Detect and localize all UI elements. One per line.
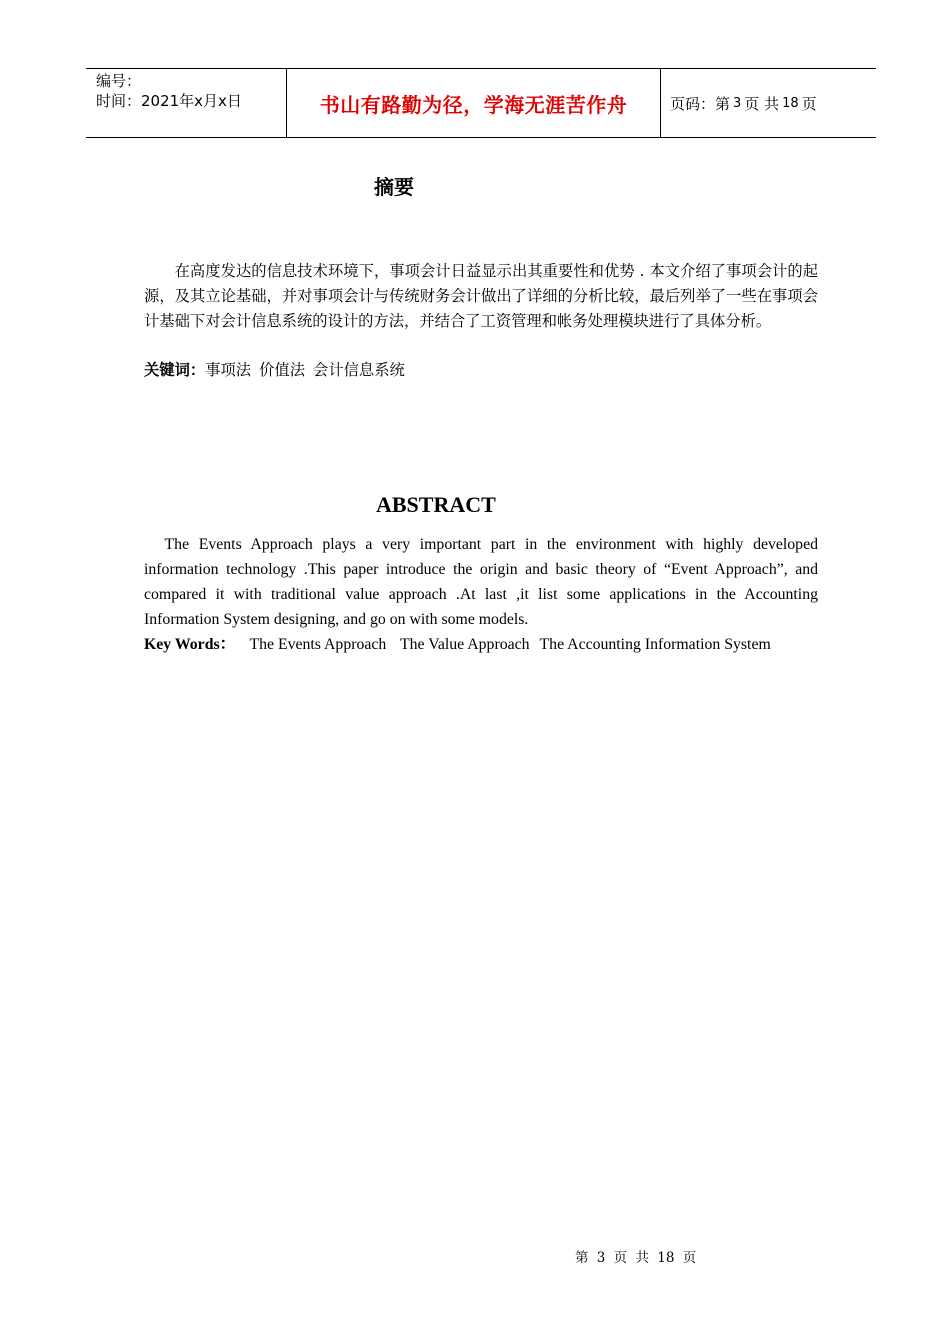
header-meta bbox=[86, 69, 287, 137]
header-motto: 书山有路勤为径，学海无涯苦作舟 bbox=[287, 69, 661, 137]
header-page-info bbox=[661, 69, 876, 137]
cn-keyword: 会计信息系统 bbox=[313, 361, 405, 379]
abstract-en-keywords bbox=[144, 632, 781, 657]
header-page-prefix: 页码：第 bbox=[670, 94, 731, 113]
en-keyword: The Value Approach bbox=[396, 636, 530, 653]
en-keyword: The Events Approach bbox=[249, 636, 387, 653]
header-page-total: 18 bbox=[782, 95, 799, 111]
header-time-label: 时间：2021年x月x日 bbox=[96, 92, 242, 110]
abstract-en-title: ABSTRACT bbox=[376, 492, 496, 517]
cn-keywords-label: 关键词： bbox=[144, 361, 206, 379]
en-keywords-label: Key Words： bbox=[144, 636, 236, 653]
abstract-cn-keywords bbox=[144, 358, 413, 383]
en-keyword: The Accounting Information System bbox=[539, 636, 771, 653]
abstract-cn-title: 摘要 bbox=[374, 175, 414, 199]
header-number-label: 编号： bbox=[96, 72, 142, 90]
header-page-mid: 页 共 bbox=[744, 94, 780, 113]
header-page-suffix: 页 bbox=[801, 94, 817, 113]
cn-keyword: 事项法 bbox=[205, 361, 252, 379]
abstract-en-body: The Events Approach plays a very important part in the environment with highly developed information technology .This paper introduce the origin and basic theory of “Event Approach”, and compared it with traditional value approach .At last ,it list some applications in the Accounting Information System designing, and go on with some models. bbox=[144, 536, 818, 628]
cn-keyword: 价值法 bbox=[259, 361, 306, 379]
page-header bbox=[86, 68, 876, 138]
abstract-cn-body: 在高度发达的信息技术环境下，事项会计日益显示出其重要性和优势 . 本文介绍了事项会计的起源，及其立论基础，并对事项会计与传统财务会计做出了详细的分析比较，最后列举了一些在事项会计基础下对会计信息系统的设计的方法，并结合了工资管理和帐务处理模块进行了具体分析。 bbox=[144, 262, 818, 330]
page-footer: 第 3 页 共 18 页 bbox=[575, 1250, 697, 1266]
header-page-current: 3 bbox=[733, 95, 742, 111]
